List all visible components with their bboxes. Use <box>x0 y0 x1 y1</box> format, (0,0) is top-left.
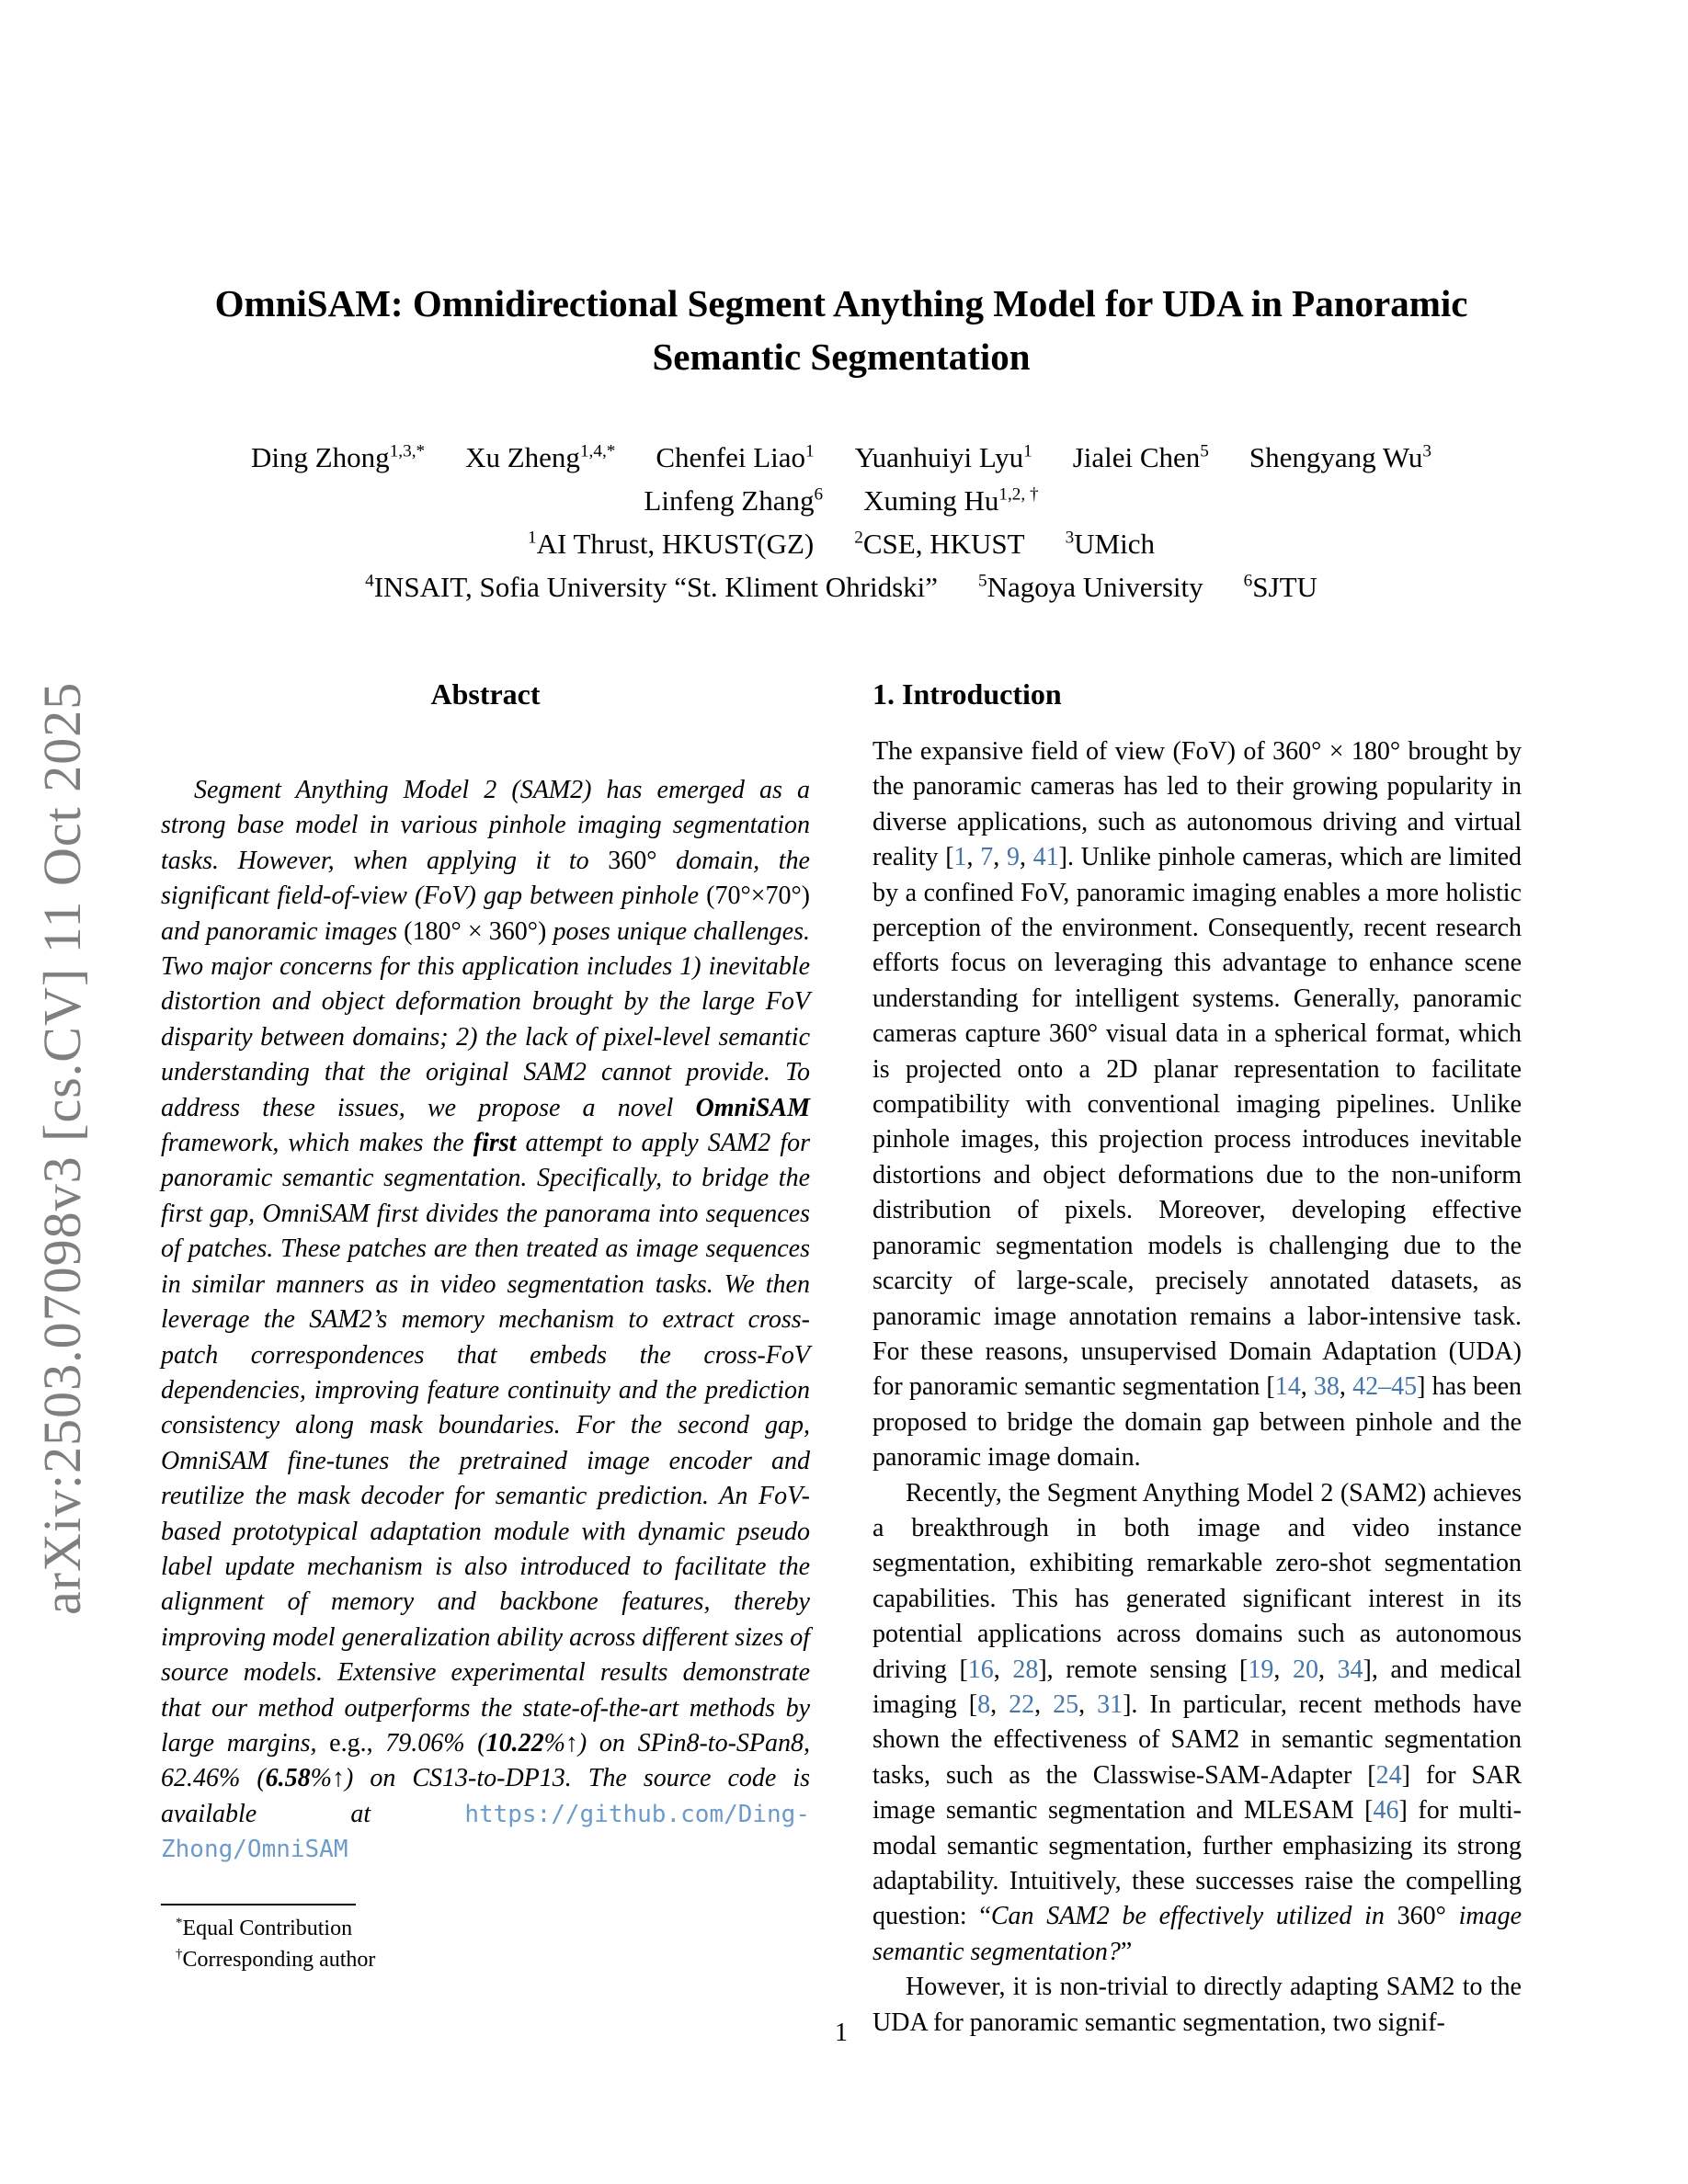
paper-title-line2: Semantic Segmentation <box>652 336 1031 378</box>
text-segment: Recently, the Segment Anything Model 2 (SAM2) achieves a breakthrough in both image and video instance segmentation, exhibiting remarkable zero-shot segmentation capabilities. This has generated significant interest in its potential applications across domains such as autonomous driving [ <box>873 1478 1522 1684</box>
text-segment: , <box>993 1655 1013 1684</box>
text-segment: %↑) on CS13-to-DP13. The source code is available at <box>161 1764 810 1828</box>
text-segment: Xu Zheng <box>465 441 580 473</box>
text-segment: , <box>1273 1655 1293 1684</box>
text-segment: ] has been proposed to bridge the domain gap between pinhole and the panoramic image domain. <box>873 1372 1523 1473</box>
text-segment: image semantic segmentation? <box>873 1902 1522 1966</box>
citation-link[interactable]: 19 <box>1248 1655 1274 1684</box>
footnote-rule <box>161 1904 356 1905</box>
author-line-2 <box>161 479 1522 522</box>
text-segment: , <box>1339 1372 1353 1402</box>
text-segment: poses unique challenges. Two major concerns for this application includes 1) inevitable distortion and object deformation brought by the large FoV disparity between domains; 2) the lack of pixel-level semantic understanding that the original SAM2 cannot provide. To address these issues, we propose a novel <box>161 916 810 1122</box>
text-segment: INSAIT, Sofia University “St. Kliment Ohridski” <box>373 571 939 603</box>
text-segment: , <box>966 843 981 872</box>
text-segment: * <box>176 1916 183 1930</box>
text-segment: , <box>1019 843 1033 872</box>
text-segment: 6 <box>1243 571 1253 591</box>
text-segment: and panoramic images <box>161 916 405 946</box>
citation-link[interactable]: 7 <box>980 843 994 872</box>
text-segment: 1 <box>1023 441 1032 461</box>
citation-link[interactable]: 41 <box>1032 843 1059 872</box>
text-segment: ], remote sensing [ <box>1038 1655 1249 1684</box>
text-segment: Equal Contribution <box>182 1917 353 1940</box>
text-segment: ” <box>1120 1937 1133 1966</box>
introduction-heading: 1. Introduction <box>873 677 1062 711</box>
citation-link[interactable]: 34 <box>1337 1655 1363 1684</box>
text-segment: attempt to apply SAM2 for panoramic semantic segmentation. Specifically, to bridge the first gap, OmniSAM first divides the panorama into sequences of patches. These patches are then treated as image sequences in similar manners as in video segmentation tasks. We then leverage the SAM2’s memory mechanism to extract cross-patch correspondences that embeds the cross-FoV dependencies, improving feature continuity and the prediction consistency along mask boundaries. For the second gap, OmniSAM fine-tunes the pretrained image encoder and reutilize the mask decoder for semantic prediction. An FoV-based prototypical adaptation module with dynamic pseudo label update mechanism is also introduced to facilitate the alignment of memory and backbone features, thereby improving model generalization ability across different sizes of source models. Extensive experimental results demonstrate that our method outperforms the state-of-the-art methods by large margins, <box>161 1129 810 1757</box>
text-segment: SJTU <box>1252 571 1317 603</box>
text-segment: ], and medical imaging [ <box>873 1655 1523 1719</box>
text-segment: 79.06% ( <box>372 1728 486 1757</box>
text-segment: Corresponding author <box>182 1948 376 1972</box>
text-segment: Can SAM2 be effectively utilized in <box>990 1902 1397 1931</box>
text-segment: domain, the significant field-of-view (FoV) gap between pinhole <box>161 846 810 911</box>
paragraph <box>161 773 810 1868</box>
text-segment: The expansive field of view (FoV) of 360° × 180° brought by the panoramic cameras has led to their growing popularity in diverse applications, such as autonomous driving and virtual reality [ <box>873 737 1522 872</box>
text-segment: 360° <box>608 846 657 875</box>
text-segment: 3 <box>1065 528 1075 548</box>
citation-link[interactable]: 22 <box>1009 1689 1035 1719</box>
text-segment: first <box>473 1129 517 1158</box>
text-segment: Xuming Hu <box>863 484 999 517</box>
text-segment: Yuanhuiyi Lyu <box>854 441 1024 473</box>
text-segment: 5 <box>978 571 987 591</box>
text-segment: However, it is non-trivial to directly adapting SAM2 to the UDA for panoramic semantic segmentation, two signif- <box>873 1973 1522 2037</box>
text-segment: Shengyang Wu <box>1249 441 1423 473</box>
text-segment: framework, which makes the <box>161 1129 473 1158</box>
citation-link[interactable]: 31 <box>1097 1689 1123 1719</box>
text-segment: Segment Anything Model 2 (SAM2) has emerged as a strong base model in various pinhole imaging segmentation tasks. However, when applying it to <box>161 776 810 875</box>
introduction-body <box>873 734 1522 2041</box>
author-line-1 <box>161 436 1522 479</box>
text-segment: e.g., <box>329 1728 373 1757</box>
text-segment: 3 <box>1422 441 1431 461</box>
text-segment: Chenfei Liao <box>656 441 806 473</box>
text-segment: (70°×70°) <box>706 882 810 911</box>
text-segment: 6 <box>814 484 824 505</box>
text-segment: Jialei Chen <box>1072 441 1201 473</box>
abstract-body <box>161 773 810 1868</box>
citation-link[interactable]: 16 <box>967 1655 994 1684</box>
footnote-corresponding-author <box>161 1944 810 1975</box>
paragraph <box>873 1476 1522 1971</box>
citation-link[interactable]: 24 <box>1375 1760 1402 1790</box>
arxiv-watermark: arXiv:2503.07098v3 [cs.CV] 11 Oct 2025 <box>32 681 92 1615</box>
authors-block <box>161 436 1522 609</box>
text-segment: 360° <box>1397 1902 1446 1931</box>
citation-link[interactable]: 8 <box>977 1689 991 1719</box>
text-segment: , <box>1034 1689 1054 1719</box>
text-segment: Linfeng Zhang <box>644 484 815 517</box>
text-segment: , <box>1078 1689 1098 1719</box>
text-segment: 1 <box>527 528 537 548</box>
citation-link[interactable]: 25 <box>1053 1689 1079 1719</box>
text-segment: ]. In particular, recent methods have shown the effectiveness of SAM2 in semantic segmentation tasks, such as the Classwise-SAM-Adapter [ <box>873 1689 1523 1790</box>
text-segment: Nagoya University <box>987 571 1203 603</box>
text-segment: 6.58 <box>265 1764 311 1793</box>
text-segment: 1,3,* <box>389 441 426 461</box>
text-segment: 10.22 <box>485 1728 544 1757</box>
footnote-equal-contribution <box>161 1913 810 1944</box>
footnotes-block <box>161 1904 810 1975</box>
paper-title <box>161 277 1522 383</box>
paragraph <box>873 734 1522 1476</box>
text-segment: CSE, HKUST <box>862 528 1025 560</box>
text-segment: , <box>1300 1372 1314 1402</box>
abstract-heading: Abstract <box>430 677 541 711</box>
text-segment: 1 <box>805 441 815 461</box>
text-segment: %↑) on SPin8-to-SPan8, 62.46% ( <box>161 1728 811 1793</box>
text-segment: 5 <box>1200 441 1209 461</box>
page-number: 1 <box>835 2019 848 2047</box>
affiliation-line-2 <box>161 565 1522 609</box>
text-segment: UMich <box>1074 528 1155 560</box>
citation-link[interactable]: 1 <box>953 843 967 872</box>
affiliation-line-1 <box>161 522 1522 565</box>
introduction-section <box>873 677 1522 711</box>
text-segment: 4 <box>365 571 374 591</box>
text-segment: , <box>1317 1655 1338 1684</box>
citation-link[interactable]: 42–45 <box>1352 1372 1418 1402</box>
abstract-section <box>161 677 810 711</box>
text-segment: 1,2, † <box>998 484 1039 505</box>
citation-link[interactable]: 14 <box>1274 1372 1301 1402</box>
citation-link[interactable]: 38 <box>1313 1372 1340 1402</box>
text-segment: Ding Zhong <box>251 441 390 473</box>
text-segment: , <box>993 843 1007 872</box>
citation-link[interactable]: 20 <box>1292 1655 1318 1684</box>
citation-link[interactable]: 46 <box>1373 1796 1399 1826</box>
text-segment: 2 <box>854 528 863 548</box>
text-segment: ] for multi-modal semantic segmentation, further emphasizing its strong adaptability. Intuitively, these successes raise the compelling question: “ <box>873 1796 1522 1931</box>
text-segment: OmniSAM <box>695 1093 810 1122</box>
paper-title-line1: OmniSAM: Omnidirectional Segment Anything Model for UDA in Panoramic <box>214 282 1468 324</box>
text-segment: (180° × 360°) <box>404 916 547 946</box>
citation-link[interactable]: 28 <box>1012 1655 1039 1684</box>
code-link[interactable]: https://github.com/Ding-Zhong/OmniSAM <box>161 1800 810 1864</box>
text-segment: 1,4,* <box>579 441 616 461</box>
text-segment: † <box>176 1947 183 1962</box>
text-segment: , <box>990 1689 1009 1719</box>
text-segment: AI Thrust, HKUST(GZ) <box>536 528 815 560</box>
text-segment: ] for SAR image semantic segmentation and MLESAM [ <box>873 1760 1522 1826</box>
text-segment: ]. Unlike pinhole cameras, which are limited by a confined FoV, panoramic imaging enables a more holistic perception of the environment. Consequently, recent research efforts focus on leveraging this advantage to enhance scene understanding for intelligent systems. Generally, panoramic cameras capture 360° visual data in a spherical format, which is projected onto a 2D planar representation to facilitate compatibility with conventional imaging pipelines. Unlike pinhole images, this projection process introduces inevitable distortions and object deformations due to the non-uniform distribution of pixels. Moreover, developing effective panoramic segmentation models is challenging due to the scarcity of large-scale, precisely annotated datasets, as panoramic image annotation remains a labor-intensive task. For these reasons, unsupervised Domain Adaptation (UDA) for panoramic semantic segmentation [ <box>873 843 1523 1402</box>
citation-link[interactable]: 9 <box>1006 843 1020 872</box>
